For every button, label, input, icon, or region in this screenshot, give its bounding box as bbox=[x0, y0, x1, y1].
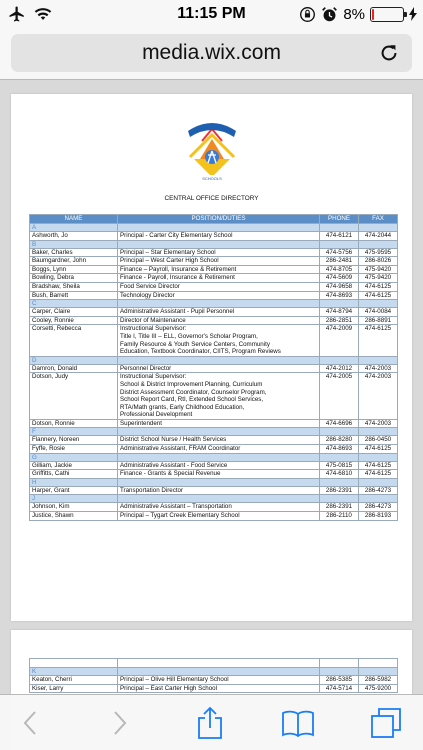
cell-position: Food Service Director bbox=[118, 282, 320, 291]
cell-phone: 474-2012 bbox=[320, 364, 359, 373]
cell-name: Bradshaw, Sheila bbox=[30, 282, 118, 291]
cell-fax: 475-9420 bbox=[359, 274, 398, 283]
cell-position: Transportation Director bbox=[118, 486, 320, 495]
cell-name: Baumgardner, John bbox=[30, 257, 118, 266]
cell-fax: 474-6125 bbox=[359, 325, 398, 356]
table-row bbox=[30, 503, 398, 512]
cell-fax: 286-5982 bbox=[359, 676, 398, 685]
section-letter-row bbox=[30, 668, 398, 676]
cell-name: Fyffe, Rosie bbox=[30, 445, 118, 454]
cell-position: Finance – Payroll, Insurance & Retirement bbox=[118, 265, 320, 274]
cell-phone: 474-2005 bbox=[320, 373, 359, 420]
chevron-right-icon bbox=[112, 710, 128, 736]
table-row bbox=[30, 316, 398, 325]
cell-phone: 286-2391 bbox=[320, 486, 359, 495]
cell-name: Kiser, Larry bbox=[30, 684, 118, 693]
cell-name: Corsetti, Rebecca bbox=[30, 325, 118, 356]
table-row bbox=[30, 419, 398, 428]
browser-toolbar bbox=[0, 28, 423, 80]
reload-icon[interactable] bbox=[378, 42, 400, 64]
cell-phone: 474-9658 bbox=[320, 282, 359, 291]
battery-percent: 8% bbox=[343, 5, 365, 23]
section-letter-row bbox=[30, 495, 398, 503]
forward-button[interactable] bbox=[102, 705, 138, 741]
cell-name: Harper, Grant bbox=[30, 486, 118, 495]
cell-position: Administrative Assistant - Food Service bbox=[118, 461, 320, 470]
cell-name: Dotson, Judy bbox=[30, 373, 118, 420]
cell-phone: 474-8705 bbox=[320, 265, 359, 274]
section-letter-row bbox=[30, 428, 398, 436]
cell-name: Boggs, Lynn bbox=[30, 265, 118, 274]
cell-fax: 286-4273 bbox=[359, 486, 398, 495]
cell-position: Instructional Supervisor: Title I, Title III – ELL, Governor's Scholar Program, Family Resource & Youth Service Centers, Community Education, Textbook Coordinator, CIITS, Program Reviews bbox=[118, 325, 320, 356]
cell-position: Personnel Director bbox=[118, 364, 320, 373]
cell-name: Johnson, Kim bbox=[30, 503, 118, 512]
cell-phone: 286-2110 bbox=[320, 512, 359, 521]
cell-phone: 474-6696 bbox=[320, 419, 359, 428]
section-letter-row bbox=[30, 478, 398, 486]
section-letter: D bbox=[30, 356, 118, 364]
table-row bbox=[30, 274, 398, 283]
section-letter: F bbox=[30, 428, 118, 436]
tabs-icon bbox=[370, 707, 402, 739]
alarm-icon bbox=[321, 6, 338, 23]
cell-fax: 474-2003 bbox=[359, 419, 398, 428]
cell-name: Justice, Shawn bbox=[30, 512, 118, 521]
cell-fax: 474-0084 bbox=[359, 308, 398, 317]
share-button[interactable] bbox=[192, 705, 228, 741]
table-row bbox=[30, 512, 398, 521]
chevron-left-icon bbox=[22, 710, 38, 736]
cell-position: Principal – East Carter High School bbox=[118, 684, 320, 693]
status-time: 11:15 PM bbox=[177, 5, 246, 22]
cell-position: Administrative Assistant – Transportation bbox=[118, 503, 320, 512]
cell-position: Principal – Star Elementary School bbox=[118, 248, 320, 257]
column-header-position: POSITION/DUTIES bbox=[118, 215, 320, 224]
table-row bbox=[30, 436, 398, 445]
share-icon bbox=[197, 706, 223, 740]
cell-name: Bush, Barrett bbox=[30, 291, 118, 300]
cell-fax: 475-9595 bbox=[359, 248, 398, 257]
cell-fax: 474-2003 bbox=[359, 373, 398, 420]
table-header-row bbox=[30, 215, 398, 224]
bottom-toolbar bbox=[0, 694, 423, 750]
table-row bbox=[30, 232, 398, 241]
table-row bbox=[30, 257, 398, 266]
table-row bbox=[30, 308, 398, 317]
cell-name: Griffitts, Cathi bbox=[30, 470, 118, 479]
cell-position: Principal – Olive Hill Elementary School bbox=[118, 676, 320, 685]
table-row bbox=[30, 373, 398, 420]
back-button[interactable] bbox=[12, 705, 48, 741]
cell-position: Principal - Carter City Elementary School bbox=[118, 232, 320, 241]
cell-position: Director of Maintenance bbox=[118, 316, 320, 325]
cell-phone: 286-2391 bbox=[320, 503, 359, 512]
cell-name: Flannery, Noreen bbox=[30, 436, 118, 445]
table-row bbox=[30, 461, 398, 470]
cell-name: Bowling, Debra bbox=[30, 274, 118, 283]
cell-name: Cooley, Ronnie bbox=[30, 316, 118, 325]
cell-position: Principal – West Carter High School bbox=[118, 257, 320, 266]
table-row bbox=[30, 684, 398, 693]
cell-phone: 286-2481 bbox=[320, 257, 359, 266]
table-blank-row bbox=[30, 659, 398, 668]
table-row bbox=[30, 248, 398, 257]
cell-phone: 475-0815 bbox=[320, 461, 359, 470]
cell-fax: 474-6125 bbox=[359, 291, 398, 300]
status-bar bbox=[0, 0, 423, 28]
cell-fax: 286-8891 bbox=[359, 316, 398, 325]
table-row bbox=[30, 676, 398, 685]
address-bar[interactable] bbox=[11, 34, 412, 72]
cell-fax: 474-6125 bbox=[359, 461, 398, 470]
school-logo bbox=[182, 119, 242, 185]
section-letter-row bbox=[30, 240, 398, 248]
cell-fax: 474-2044 bbox=[359, 232, 398, 241]
table-row bbox=[30, 265, 398, 274]
cell-position: Administrative Assistant, FRAM Coordinator bbox=[118, 445, 320, 454]
url-text[interactable]: media.wix.com bbox=[142, 41, 281, 64]
section-letter: C bbox=[30, 300, 118, 308]
cell-phone: 474-8794 bbox=[320, 308, 359, 317]
cell-phone: 474-6121 bbox=[320, 232, 359, 241]
cell-phone: 474-2009 bbox=[320, 325, 359, 356]
charging-icon bbox=[409, 7, 417, 21]
svg-text:SCHOOLS: SCHOOLS bbox=[202, 176, 222, 181]
cell-position: Finance - Grants & Special Revenue bbox=[118, 470, 320, 479]
cell-fax: 286-8026 bbox=[359, 257, 398, 266]
section-letter: A bbox=[30, 224, 118, 232]
cell-position: Superintendent bbox=[118, 419, 320, 428]
document-page bbox=[11, 94, 412, 621]
section-letter: G bbox=[30, 453, 118, 461]
cell-phone: 286-2851 bbox=[320, 316, 359, 325]
cell-position: Principal – Tygart Creek Elementary School bbox=[118, 512, 320, 521]
cell-name: Ashworth, Jo bbox=[30, 232, 118, 241]
cell-position: Technology Director bbox=[118, 291, 320, 300]
cell-name: Gilliam, Jackie bbox=[30, 461, 118, 470]
table-row bbox=[30, 445, 398, 454]
cell-fax: 474-6125 bbox=[359, 470, 398, 479]
table-row bbox=[30, 486, 398, 495]
tabs-button[interactable] bbox=[368, 705, 404, 741]
section-letter: J bbox=[30, 495, 118, 503]
section-letter: K bbox=[30, 668, 118, 676]
cell-name: Carper, Claire bbox=[30, 308, 118, 317]
table-row bbox=[30, 291, 398, 300]
table-row bbox=[30, 364, 398, 373]
section-letter: H bbox=[30, 478, 118, 486]
cell-phone: 286-5385 bbox=[320, 676, 359, 685]
cell-position: District School Nurse / Health Services bbox=[118, 436, 320, 445]
cell-name: Dotson, Ronnie bbox=[30, 419, 118, 428]
cell-name: Keaton, Cherri bbox=[30, 676, 118, 685]
cell-fax: 286-4273 bbox=[359, 503, 398, 512]
cell-phone: 474-8693 bbox=[320, 291, 359, 300]
section-letter-row bbox=[30, 356, 398, 364]
cell-position: Instructional Supervisor: School & District Improvement Planning, Curriculum District Assessment Coordinator, Counselor Program, School Report Card, RtI, Extended School Services, RTA/Math grants, Early Childhood Education, Professional Development bbox=[118, 373, 320, 420]
cell-position: Administrative Assistant - Pupil Personnel bbox=[118, 308, 320, 317]
section-letter-row bbox=[30, 300, 398, 308]
cell-phone: 286-8280 bbox=[320, 436, 359, 445]
cell-name: Damron, Donald bbox=[30, 364, 118, 373]
cell-fax: 475-9200 bbox=[359, 684, 398, 693]
cell-fax: 474-2003 bbox=[359, 364, 398, 373]
cell-fax: 475-9420 bbox=[359, 265, 398, 274]
table-row bbox=[30, 470, 398, 479]
book-icon bbox=[281, 709, 315, 737]
table-row bbox=[30, 282, 398, 291]
cell-fax: 286-8193 bbox=[359, 512, 398, 521]
cell-fax: 286-0450 bbox=[359, 436, 398, 445]
orientation-lock-icon bbox=[299, 6, 316, 23]
cell-phone: 474-5714 bbox=[320, 684, 359, 693]
cell-name: Baker, Charles bbox=[30, 248, 118, 257]
cell-phone: 474-8693 bbox=[320, 445, 359, 454]
document-title: CENTRAL OFFICE DIRECTORY bbox=[164, 195, 259, 202]
column-header-name: NAME bbox=[30, 215, 118, 224]
directory-table-continued bbox=[29, 658, 398, 693]
section-letter: B bbox=[30, 240, 118, 248]
cell-fax: 474-6125 bbox=[359, 282, 398, 291]
column-header-fax: FAX bbox=[359, 215, 398, 224]
table-row bbox=[30, 325, 398, 356]
battery-icon bbox=[370, 7, 404, 22]
cell-phone: 474-5756 bbox=[320, 248, 359, 257]
section-letter-row bbox=[30, 224, 398, 232]
section-letter-row bbox=[30, 453, 398, 461]
column-header-phone: PHONE bbox=[320, 215, 359, 224]
directory-table bbox=[29, 214, 398, 521]
cell-fax: 474-6125 bbox=[359, 445, 398, 454]
cell-phone: 474-6810 bbox=[320, 470, 359, 479]
cell-position: Finance - Payroll, Insurance & Retirement bbox=[118, 274, 320, 283]
bookmarks-button[interactable] bbox=[280, 705, 316, 741]
cell-phone: 474-5609 bbox=[320, 274, 359, 283]
